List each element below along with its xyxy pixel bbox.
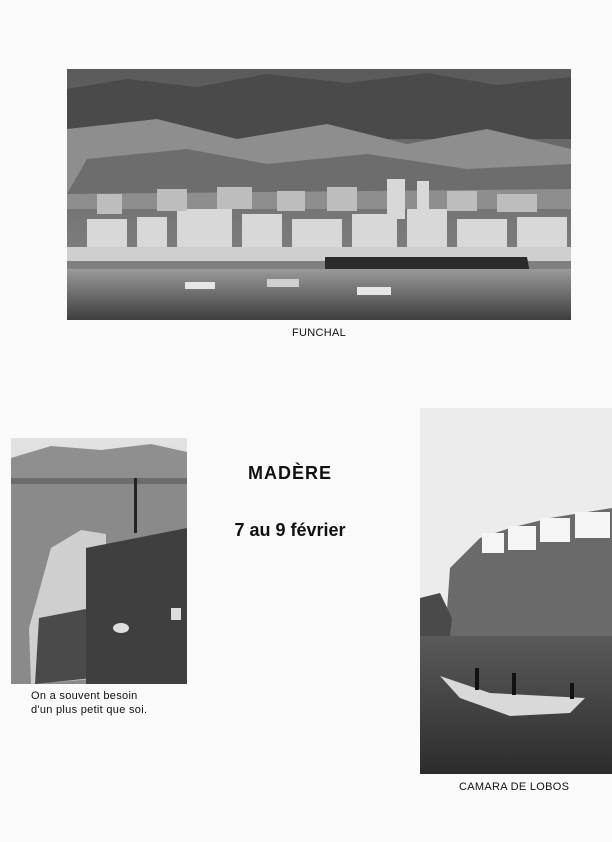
lobos-photo xyxy=(420,408,612,774)
ship-photo xyxy=(11,438,187,684)
date-range: 7 au 9 février xyxy=(234,520,346,540)
lobos-caption: CAMARA DE LOBOS xyxy=(459,781,570,793)
funchal-caption: FUNCHAL xyxy=(291,327,347,339)
page-title: MADÈRE xyxy=(247,463,332,483)
ship-caption-line-2: d'un plus petit que soi. xyxy=(31,704,148,716)
ship-caption-line-1: On a souvent besoin xyxy=(31,690,138,702)
funchal-photo xyxy=(67,69,571,320)
